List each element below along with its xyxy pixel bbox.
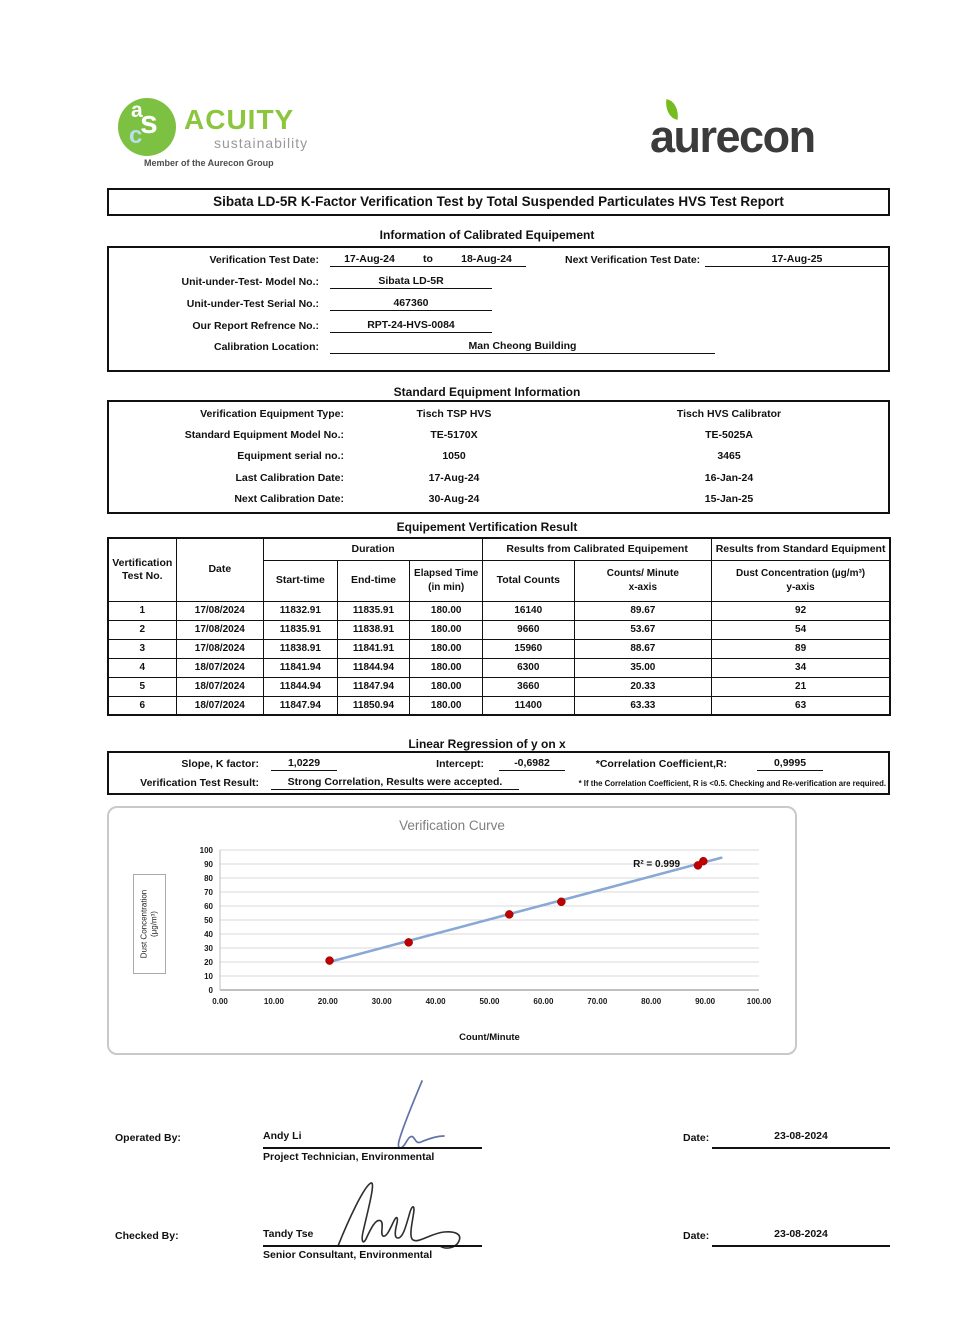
svg-text:80.00: 80.00	[641, 997, 662, 1006]
col-group-duration: Duration	[264, 538, 483, 560]
col-group-standard: Results from Standard Equipment	[712, 538, 890, 560]
checked-signature-line	[263, 1245, 482, 1247]
checked-by-name: Tandy Tse	[263, 1228, 314, 1240]
regression-box	[107, 751, 890, 795]
monogram-s: s	[140, 104, 158, 140]
acuity-member-text: Member of the Aurecon Group	[144, 158, 274, 168]
aurecon-logo	[650, 103, 860, 163]
chart-title: Verification Curve	[399, 818, 505, 833]
result-cell: 11835.91	[337, 601, 410, 620]
standard-row-label: Next Calibration Date:	[234, 492, 344, 505]
standard-row-label: Standard Equipment Model No.:	[184, 429, 344, 442]
result-cell: 180.00	[410, 639, 483, 658]
dust-line2: y-axis	[786, 581, 815, 593]
result-cell: 180.00	[410, 658, 483, 677]
aurecon-wordmark: aurecon	[650, 111, 815, 162]
result-cell: 63	[712, 696, 890, 715]
elapsed-line1: Elapsed Time	[414, 568, 479, 579]
result-cell: 11841.94	[264, 658, 338, 677]
checked-by-label: Checked By:	[115, 1230, 179, 1242]
result-cell: 54	[712, 620, 890, 639]
svg-text:40.00: 40.00	[425, 997, 446, 1006]
report-no-value: RPT-24-HVS-0084	[330, 319, 492, 333]
checked-date-label: Date:	[683, 1230, 710, 1242]
svg-text:70.00: 70.00	[587, 997, 608, 1006]
section-heading-standard: Standard Equipment Information	[393, 385, 581, 399]
model-label: Unit-under-Test- Model No.:	[181, 276, 319, 288]
location-value: Man Cheong Building	[330, 340, 715, 354]
standard-row-hvs-value: 1050	[442, 450, 466, 463]
standard-row-calibrator-value: Tisch HVS Calibrator	[676, 408, 782, 420]
section-heading-calibrated: Information of Calibrated Equipement	[379, 228, 595, 242]
svg-text:0.00: 0.00	[212, 997, 228, 1006]
col-header-test-no: Vertification Test No.	[108, 538, 176, 601]
location-label: Calibration Location:	[214, 341, 319, 353]
result-cell: 180.00	[410, 620, 483, 639]
elapsed-line2: (in min)	[428, 581, 465, 593]
table-row	[108, 639, 890, 658]
operated-signature-icon	[352, 1078, 482, 1156]
chart-plot-area	[109, 808, 799, 1057]
standard-row-label: Verification Equipment Type:	[200, 408, 344, 420]
operated-signature-line	[263, 1147, 482, 1149]
chart-y-axis-label: Dust Concentration (µg/m³)	[139, 889, 159, 959]
acuity-tagline: sustainability	[214, 135, 309, 151]
operated-by-name: Andy Li	[263, 1130, 302, 1142]
svg-text:80: 80	[204, 874, 213, 883]
result-cell: 89	[712, 639, 890, 658]
operated-date-value: 23-08-2024	[774, 1130, 828, 1142]
result-cell: 11850.94	[337, 696, 410, 715]
next-date-label: Next Verification Test Date:	[565, 254, 701, 266]
intercept-label: Intercept:	[436, 758, 484, 770]
monogram-a: a	[131, 99, 143, 122]
result-cell: 2	[108, 620, 176, 639]
serial-label: Unit-under-Test Serial No.:	[186, 298, 319, 310]
result-cell: 11838.91	[264, 639, 338, 658]
col-group-calibrated: Results from Calibrated Equipement	[483, 538, 712, 560]
result-cell: 15960	[483, 639, 574, 658]
acuity-monogram-icon	[118, 98, 176, 156]
slope-value: 1,0229	[271, 757, 337, 771]
svg-text:90.00: 90.00	[695, 997, 716, 1006]
table-row	[108, 658, 890, 677]
standard-row-label: Equipment serial no.:	[237, 450, 344, 463]
svg-text:10: 10	[204, 972, 213, 981]
acuity-logo	[118, 98, 378, 170]
result-cell: 21	[712, 677, 890, 696]
result-cell: 18/07/2024	[176, 677, 264, 696]
regression-footnote: * If the Correlation Coefficient, R is <0.5. Checking and Re-verification are required.	[578, 779, 886, 788]
standard-row-label: Last Calibration Date:	[235, 471, 344, 484]
result-cell: 18/07/2024	[176, 696, 264, 715]
operated-date-label: Date:	[683, 1132, 710, 1144]
table-row	[108, 620, 890, 639]
result-cell: 180.00	[410, 696, 483, 715]
report-no-label: Our Report Refrence No.:	[192, 320, 319, 332]
result-cell: 17/08/2024	[176, 639, 264, 658]
verification-curve-chart	[107, 806, 797, 1055]
col-header-dust	[712, 560, 890, 601]
result-cell: 11835.91	[264, 620, 338, 639]
result-cell: 11838.91	[337, 620, 410, 639]
test-date-range	[330, 253, 526, 267]
cpm-line2: x-axis	[628, 581, 658, 593]
intercept-value: -0,6982	[499, 757, 565, 771]
svg-text:0: 0	[208, 986, 213, 995]
section-heading-results: Equipement Vertification Result	[396, 520, 578, 534]
col-header-end: End-time	[337, 560, 410, 601]
result-cell: 11841.91	[337, 639, 410, 658]
standard-row-hvs-value: Tisch TSP HVS	[416, 408, 492, 420]
next-date-value: 17-Aug-25	[705, 253, 889, 267]
result-cell: 11847.94	[264, 696, 338, 715]
col-header-total-counts: Total Counts	[483, 560, 574, 601]
standard-row-calibrator-value: 15-Jan-25	[704, 492, 754, 505]
serial-value: 467360	[330, 297, 492, 311]
svg-text:50: 50	[204, 916, 213, 925]
test-date-label: Verification Test Date:	[209, 254, 319, 266]
svg-text:90: 90	[204, 860, 213, 869]
table-row	[108, 677, 890, 696]
operated-date-line	[712, 1147, 890, 1149]
svg-text:20.00: 20.00	[317, 997, 338, 1006]
col-header-cpm	[574, 560, 712, 601]
result-cell: 3	[108, 639, 176, 658]
col-header-start: Start-time	[264, 560, 338, 601]
svg-text:R² = 0.999: R² = 0.999	[633, 858, 681, 870]
table-row	[108, 696, 890, 715]
svg-text:30: 30	[204, 944, 213, 953]
result-value: Strong Correlation, Results were accepted.	[271, 776, 519, 790]
result-cell: 35.00	[574, 658, 712, 677]
cpm-line1: Counts/ Minute	[606, 568, 679, 579]
svg-text:60: 60	[204, 902, 213, 911]
operated-by-title: Project Technician, Environmental	[263, 1151, 435, 1163]
result-cell: 6300	[483, 658, 574, 677]
svg-text:70: 70	[204, 888, 213, 897]
svg-text:20: 20	[204, 958, 213, 967]
result-cell: 3660	[483, 677, 574, 696]
section-heading-regression: Linear Regression of y on x	[408, 737, 566, 751]
result-cell: 11844.94	[337, 658, 410, 677]
col-header-date: Date	[176, 538, 264, 601]
svg-text:10.00: 10.00	[263, 997, 284, 1006]
standard-row-calibrator-value: 16-Jan-24	[704, 471, 754, 484]
table-row	[108, 601, 890, 620]
model-value: Sibata LD-5R	[330, 275, 492, 289]
corr-label: *Correlation Coefficient,R:	[595, 758, 727, 770]
dust-line1: Dust Concentration (µg/m³)	[736, 568, 866, 579]
standard-row-hvs-value: TE-5170X	[430, 429, 478, 442]
checked-date-value: 23-08-2024	[774, 1228, 828, 1240]
svg-text:100.00: 100.00	[746, 997, 772, 1006]
date-from: 17-Aug-24	[344, 253, 395, 265]
acuity-wordmark: ACUITY	[184, 104, 295, 135]
svg-text:50.00: 50.00	[479, 997, 500, 1006]
standard-row-calibrator-value: 3465	[717, 450, 741, 463]
result-cell: 11400	[483, 696, 574, 715]
results-table	[107, 537, 891, 716]
svg-text:60.00: 60.00	[533, 997, 554, 1006]
col-header-elapsed	[410, 560, 483, 601]
result-label: Verification Test Result:	[140, 777, 259, 789]
standard-info-table	[107, 400, 890, 514]
result-cell: 89.67	[574, 601, 712, 620]
slope-label: Slope, K factor:	[181, 758, 259, 770]
standard-row-hvs-value: 30-Aug-24	[428, 492, 480, 505]
result-cell: 9660	[483, 620, 574, 639]
result-cell: 180.00	[410, 601, 483, 620]
result-cell: 92	[712, 601, 890, 620]
result-cell: 1	[108, 601, 176, 620]
chart-x-axis-label: Count/Minute	[459, 1032, 520, 1043]
result-cell: 17/08/2024	[176, 601, 264, 620]
result-cell: 16140	[483, 601, 574, 620]
svg-text:40: 40	[204, 930, 213, 939]
result-cell: 88.67	[574, 639, 712, 658]
operated-by-label: Operated By:	[115, 1132, 181, 1144]
result-cell: 180.00	[410, 677, 483, 696]
date-to-word: to	[423, 253, 433, 265]
result-cell: 11832.91	[264, 601, 338, 620]
checked-by-title: Senior Consultant, Environmental	[263, 1249, 433, 1261]
corr-value: 0,9995	[757, 757, 823, 771]
result-cell: 63.33	[574, 696, 712, 715]
report-title: Sibata LD-5R K-Factor Verification Test by Total Suspended Particulates HVS Test Report	[107, 188, 890, 216]
monogram-c: c	[129, 122, 143, 149]
chart-y-axis-label-box	[133, 874, 166, 974]
result-cell: 17/08/2024	[176, 620, 264, 639]
svg-text:30.00: 30.00	[371, 997, 392, 1006]
result-cell: 18/07/2024	[176, 658, 264, 677]
result-cell: 6	[108, 696, 176, 715]
standard-row-calibrator-value: TE-5025A	[705, 429, 753, 442]
calibrated-info-table	[107, 246, 890, 372]
result-cell: 34	[712, 658, 890, 677]
result-cell: 4	[108, 658, 176, 677]
result-cell: 53.67	[574, 620, 712, 639]
result-cell: 11844.94	[264, 677, 338, 696]
checked-date-line	[712, 1245, 890, 1247]
result-cell: 5	[108, 677, 176, 696]
date-to: 18-Aug-24	[461, 253, 512, 265]
svg-text:100: 100	[199, 846, 213, 855]
result-cell: 11847.94	[337, 677, 410, 696]
result-cell: 20.33	[574, 677, 712, 696]
standard-row-hvs-value: 17-Aug-24	[428, 471, 480, 484]
